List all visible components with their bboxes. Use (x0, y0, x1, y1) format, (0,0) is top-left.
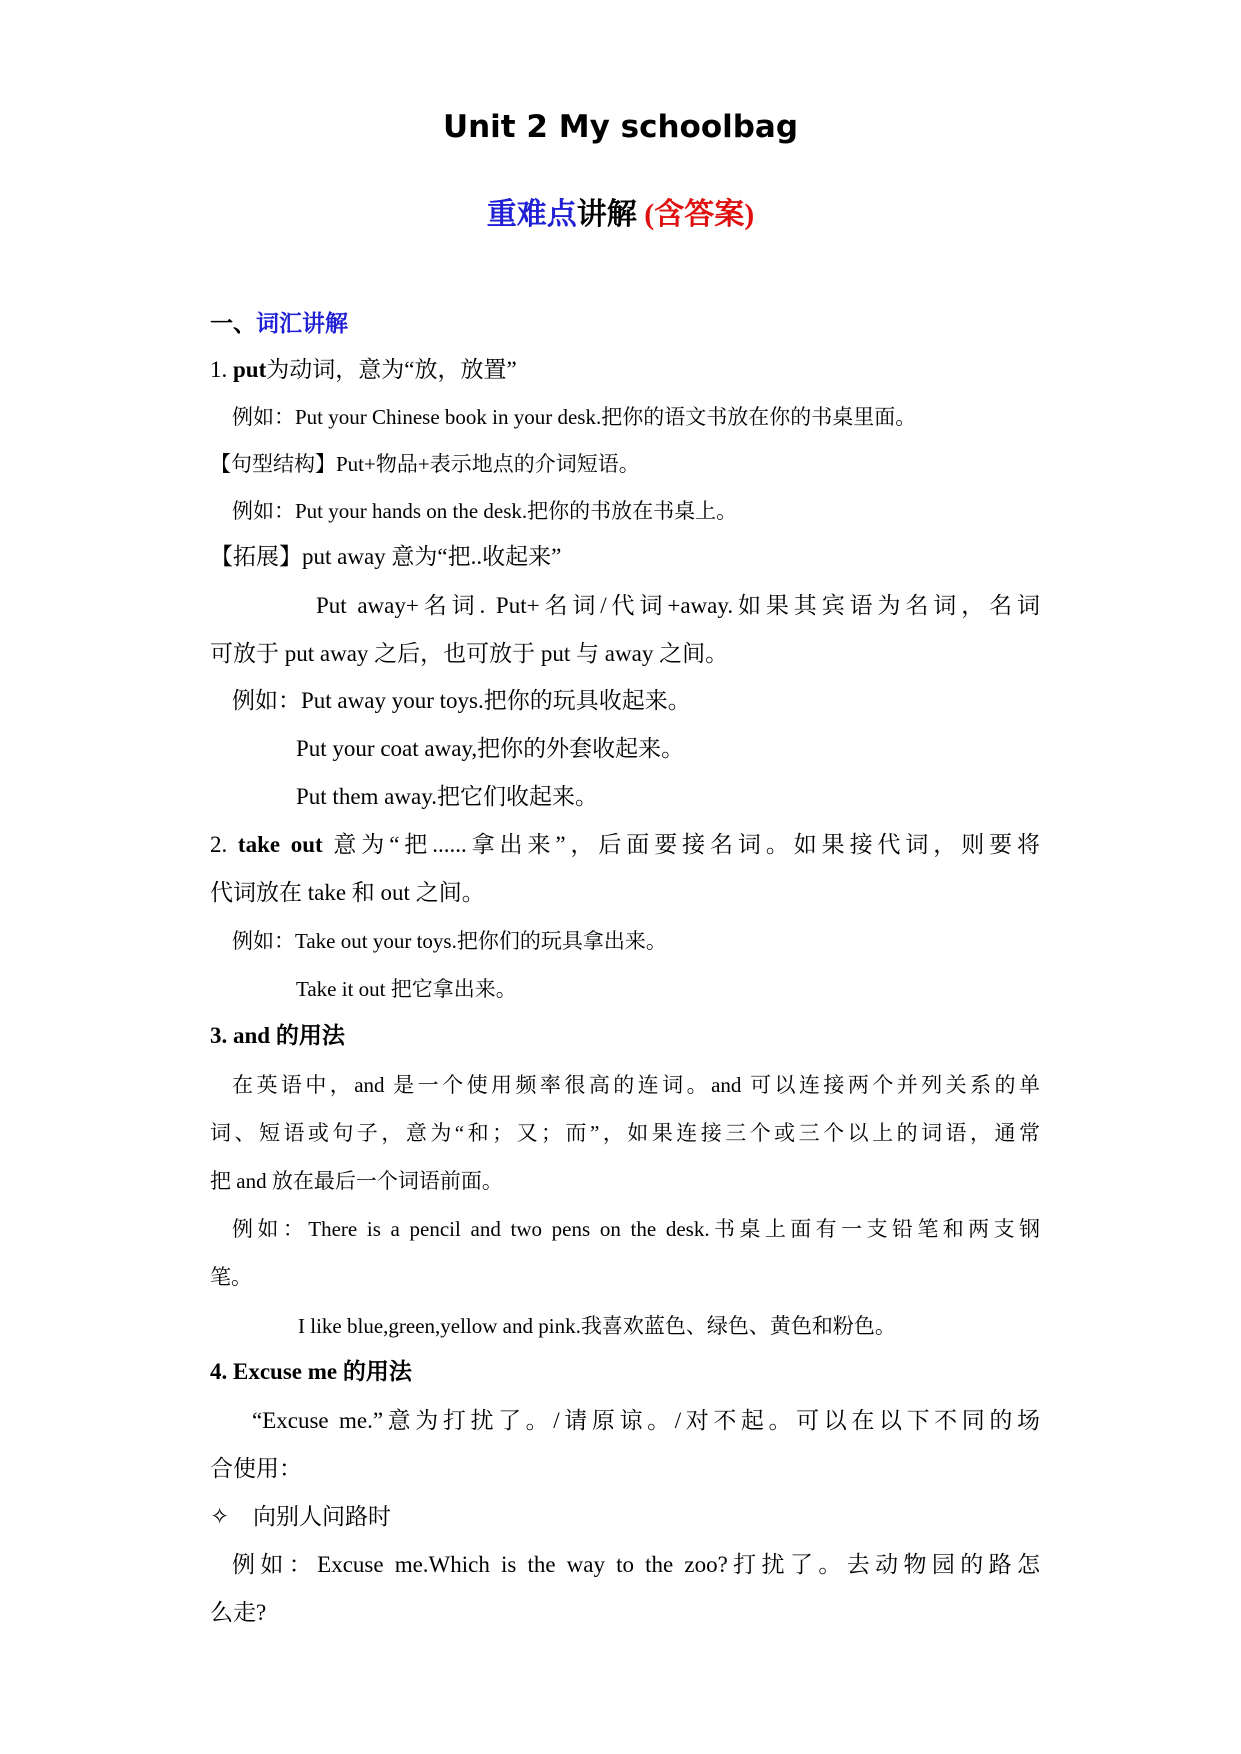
take-example-1: 例如：Take out your toys.把你们的玩具拿出来。 (232, 929, 667, 953)
put-away-example-2: Put your coat away,把你的外套收起来。 (296, 736, 685, 761)
put-structure: 【句型结构】Put+物品+表示地点的介词短语。 (210, 452, 640, 476)
put-away-example-3: Put them away.把它们收起来。 (296, 784, 598, 809)
put-extension: 【拓展】put away 意为“把..收起来” (210, 544, 562, 569)
section-label: 词汇讲解 (256, 311, 348, 336)
document-subtitle (0, 195, 1241, 235)
take-example-2: Take it out 把它拿出来。 (296, 977, 517, 1001)
put-extension-detail-1: Put away+名词. Put+名词/代词+away.如果其宾语为名词，名词 (316, 593, 1040, 618)
put-heading-word: put (233, 357, 267, 382)
excuse-example-line-1: 例如：Excuse me.Which is the way to the zoo?打扰了。去动物园的路怎 (232, 1552, 1040, 1577)
take-heading-number: 2. (210, 832, 228, 857)
put-extension-detail-2: 可放于 put away 之后，也可放于 put 与 away 之间。 (210, 641, 729, 666)
put-away-example-1: 例如：Put away your toys.把你的玩具收起来。 (232, 688, 691, 713)
section-prefix: 一、 (210, 311, 256, 336)
and-heading: 3. and 的用法 (210, 1023, 345, 1048)
and-example-2: I like blue,green,yellow and pink.我喜欢蓝色、绿色、黄色和粉色。 (298, 1314, 896, 1338)
subtitle-part-2: 讲解 (576, 198, 637, 231)
excuse-description-2: 合使用： (210, 1456, 302, 1481)
excuse-bullet-text: 向别人问路时 (253, 1504, 392, 1529)
and-description-3: 把 and 放在最后一个词语前面。 (210, 1169, 503, 1193)
diamond-bullet-icon: ✧ (210, 1504, 230, 1529)
put-example-2: 例如：Put your hands on the desk.把你的书放在书桌上。 (232, 499, 738, 523)
document-title: Unit 2 My schoolbag (442, 109, 799, 145)
subtitle-part-1: 重难点 (486, 198, 577, 231)
section-heading-vocabulary (210, 308, 1040, 340)
and-description-2: 词、短语或句子，意为“和；又；而”，如果连接三个或三个以上的词语，通常 (210, 1121, 1040, 1145)
and-example-1-line-1: 例如：There is a pencil and two pens on the desk.书桌上面有一支铅笔和两支钢 (232, 1217, 1040, 1241)
excuse-bullet (210, 1501, 1040, 1533)
take-heading-rest-1: 意为“把......拿出来”，后面要接名词。如果接代词，则要将 (333, 832, 1041, 857)
and-description-1: 在英语中，and 是一个使用频率很高的连词。and 可以连接两个并列关系的单 (232, 1073, 1040, 1097)
take-heading-word: take out (237, 832, 323, 857)
take-out-heading (210, 829, 1040, 861)
and-example-1-line-2: 笔。 (210, 1265, 252, 1289)
excuse-me-heading: 4. Excuse me 的用法 (210, 1359, 412, 1384)
excuse-example-line-2: 么走? (210, 1600, 267, 1625)
put-example-1: 例如：Put your Chinese book in your desk.把你的语文书放在你的书桌里面。 (232, 405, 917, 429)
put-heading-number: 1. (210, 357, 228, 382)
take-heading-rest-2: 代词放在 take 和 out 之间。 (210, 880, 485, 905)
excuse-description-1: “Excuse me.”意为打扰了。/请原谅。/对不起。可以在以下不同的场 (252, 1408, 1040, 1433)
subtitle-part-3: (含答案) (644, 198, 755, 231)
put-heading-rest: 为动词，意为“放，放置” (266, 357, 517, 382)
put-heading (210, 354, 1040, 386)
